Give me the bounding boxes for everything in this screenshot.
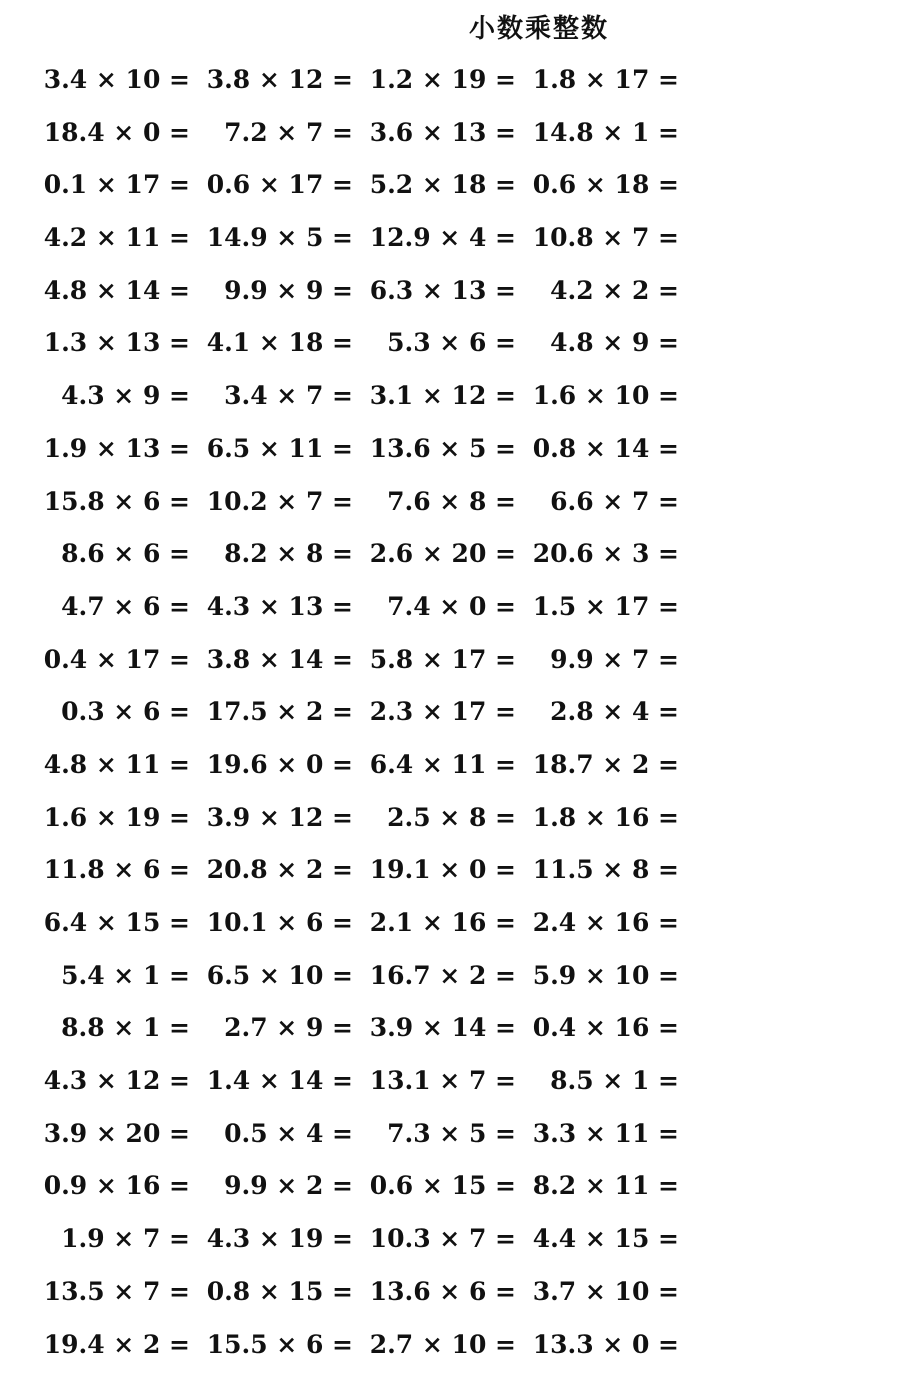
problem-item: 19.1 × 0 = [369, 855, 516, 885]
problem-item: 18.7 × 2 = [532, 749, 679, 779]
problem-item: 7.3 × 5 = [387, 1118, 516, 1148]
problem-item: 2.5 × 8 = [387, 802, 516, 832]
problem-item: 19.6 × 0 = [206, 749, 353, 779]
problem-item: 13.1 × 7 = [369, 1066, 516, 1096]
problem-item: 0.1 × 17 = [43, 170, 190, 200]
problem-item: 1.9 × 7 = [61, 1224, 190, 1254]
problem-item: 10.8 × 7 = [532, 223, 679, 253]
problem-item: 4.4 × 15 = [532, 1224, 679, 1254]
problem-item: 0.8 × 14 = [532, 433, 679, 463]
problem-row [0, 1319, 898, 1372]
problem-row [0, 1266, 898, 1319]
problem-row [0, 739, 898, 792]
problem-item: 9.9 × 9 = [224, 275, 353, 305]
problem-item: 4.8 × 11 = [43, 749, 190, 779]
problem-item: 19.4 × 2 = [43, 1329, 190, 1359]
problem-item: 0.5 × 4 = [224, 1118, 353, 1148]
problem-row [0, 1213, 898, 1266]
problem-item: 3.9 × 14 = [369, 1013, 516, 1043]
problem-item: 3.9 × 20 = [43, 1118, 190, 1148]
problem-item: 13.6 × 6 = [369, 1276, 516, 1306]
problem-item: 5.4 × 1 = [61, 960, 190, 990]
problem-item: 4.3 × 19 = [206, 1224, 353, 1254]
problem-row [0, 792, 898, 845]
problem-item: 1.3 × 13 = [43, 328, 190, 358]
problem-item: 1.8 × 17 = [532, 65, 679, 94]
problem-row [0, 212, 898, 265]
problem-item: 2.7 × 10 = [369, 1329, 516, 1359]
problem-grid [0, 54, 898, 1371]
problem-item: 2.3 × 17 = [369, 697, 516, 727]
problem-item: 0.6 × 17 = [206, 170, 353, 200]
problem-item: 5.8 × 17 = [369, 644, 516, 674]
problem-row [0, 107, 898, 160]
problem-item: 16.7 × 2 = [369, 960, 516, 990]
problem-item: 3.4 × 10 = [43, 65, 190, 94]
problem-row [0, 634, 898, 687]
problem-item: 15.8 × 6 = [43, 486, 190, 516]
problem-item: 17.5 × 2 = [206, 697, 353, 727]
problem-item: 1.5 × 17 = [532, 591, 679, 621]
problem-item: 9.9 × 7 = [550, 644, 679, 674]
problem-item: 6.5 × 10 = [206, 960, 353, 990]
problem-item: 4.7 × 6 = [61, 591, 190, 621]
problem-item: 8.5 × 1 = [550, 1066, 679, 1096]
problem-item: 1.8 × 16 = [532, 802, 679, 832]
problem-item: 2.8 × 4 = [550, 697, 679, 727]
problem-item: 0.4 × 16 = [532, 1013, 679, 1043]
problem-item: 7.4 × 0 = [387, 591, 516, 621]
problem-item: 11.5 × 8 = [532, 855, 679, 885]
problem-item: 2.1 × 16 = [369, 908, 516, 937]
problem-item: 3.9 × 12 = [206, 802, 353, 832]
problem-item: 0.6 × 18 = [532, 170, 679, 200]
problem-item: 6.3 × 13 = [369, 275, 516, 305]
problem-item: 2.7 × 9 = [224, 1013, 353, 1043]
problem-item: 0.4 × 17 = [43, 644, 190, 674]
problem-item: 3.6 × 13 = [369, 117, 516, 147]
problem-item: 4.3 × 13 = [206, 591, 353, 621]
problem-item: 13.5 × 7 = [43, 1276, 190, 1306]
problem-row [0, 1108, 898, 1161]
problem-item: 2.4 × 16 = [532, 908, 679, 937]
problem-item: 1.9 × 13 = [43, 433, 190, 463]
problem-item: 10.2 × 7 = [206, 486, 353, 516]
problem-row [0, 844, 898, 897]
problem-item: 15.5 × 6 = [206, 1329, 353, 1359]
problem-row [0, 686, 898, 739]
problem-item: 5.2 × 18 = [369, 170, 516, 200]
problem-item: 4.2 × 11 = [43, 223, 190, 253]
problem-item: 14.8 × 1 = [532, 117, 679, 147]
problem-row [0, 1002, 898, 1055]
problem-item: 4.8 × 9 = [550, 328, 679, 358]
problem-item: 1.6 × 10 = [532, 381, 679, 411]
problem-item: 4.3 × 12 = [43, 1066, 190, 1096]
problem-row [0, 528, 898, 581]
problem-item: 4.3 × 9 = [61, 381, 190, 411]
problem-item: 14.9 × 5 = [206, 223, 353, 253]
problem-item: 7.2 × 7 = [224, 117, 353, 147]
page-title: 小数乘整数 [468, 14, 609, 44]
problem-item: 20.6 × 3 = [532, 539, 679, 569]
problem-item: 13.6 × 5 = [369, 433, 516, 463]
problem-item: 11.8 × 6 = [43, 855, 190, 885]
problem-item: 5.3 × 6 = [387, 328, 516, 358]
problem-item: 3.4 × 7 = [224, 381, 353, 411]
problem-item: 3.8 × 14 = [206, 644, 353, 674]
problem-item: 5.9 × 10 = [532, 960, 679, 990]
problem-item: 18.4 × 0 = [43, 117, 190, 147]
problem-row [0, 476, 898, 529]
problem-row [0, 897, 898, 950]
problem-item: 10.1 × 6 = [206, 908, 353, 937]
problem-item: 3.1 × 12 = [369, 381, 516, 411]
problem-item: 0.9 × 16 = [43, 1171, 190, 1201]
problem-item: 13.3 × 0 = [532, 1329, 679, 1359]
problem-item: 7.6 × 8 = [387, 486, 516, 516]
problem-row [0, 581, 898, 634]
problem-item: 1.2 × 19 = [369, 65, 516, 94]
problem-item: 10.3 × 7 = [369, 1224, 516, 1254]
problem-item: 2.6 × 20 = [369, 539, 516, 569]
problem-item: 0.8 × 15 = [206, 1276, 353, 1306]
problem-item: 8.8 × 1 = [61, 1013, 190, 1043]
problem-item: 4.8 × 14 = [43, 275, 190, 305]
problem-item: 9.9 × 2 = [224, 1171, 353, 1201]
problem-item: 12.9 × 4 = [369, 223, 516, 253]
problem-item: 6.5 × 11 = [206, 433, 353, 463]
problem-row [0, 265, 898, 318]
problem-item: 8.2 × 11 = [532, 1171, 679, 1201]
problem-item: 1.6 × 19 = [43, 802, 190, 832]
problem-item: 0.3 × 6 = [61, 697, 190, 727]
problem-item: 6.4 × 15 = [43, 908, 190, 937]
problem-item: 4.1 × 18 = [206, 328, 353, 358]
problem-row [0, 1055, 898, 1108]
problem-row [0, 950, 898, 1003]
problem-item: 3.8 × 12 = [206, 65, 353, 94]
problem-item: 0.6 × 15 = [369, 1171, 516, 1201]
problem-row [0, 159, 898, 212]
problem-item: 3.7 × 10 = [532, 1276, 679, 1306]
problem-row [0, 54, 898, 107]
problem-item: 20.8 × 2 = [206, 855, 353, 885]
problem-item: 8.6 × 6 = [61, 539, 190, 569]
problem-row [0, 317, 898, 370]
problem-row [0, 423, 898, 476]
problem-item: 4.2 × 2 = [550, 275, 679, 305]
problem-item: 3.3 × 11 = [532, 1118, 679, 1148]
problem-item: 6.4 × 11 = [369, 749, 516, 779]
problem-item: 6.6 × 7 = [550, 486, 679, 516]
problem-item: 1.4 × 14 = [206, 1066, 353, 1096]
problem-row [0, 370, 898, 423]
problem-row [0, 1160, 898, 1213]
problem-item: 8.2 × 8 = [224, 539, 353, 569]
